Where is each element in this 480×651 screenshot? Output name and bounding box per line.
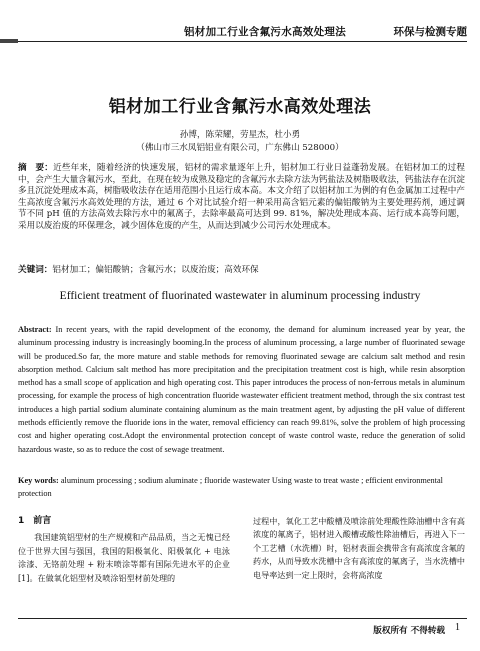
abstract-en-text: In recent years, with the rapid development of the economy, the demand for aluminum increased year by year, the aluminum processing industry is increasingly booming.In the process of aluminum processing, a large number of fluorinated sewage will be produced.So far, the more mature and stable methods for removing fluorinated sewage are calcium salt method and resin absorption method. Calcium salt method has more precipitation and the precipitation treatment cost is high, while resin absorption method has a small scope of application and high operating cost. This paper introduces the process of non-ferrous metals in aluminum processing, for example the process of high concentration fluoride wastewater efficient treatment method, through the six contrast test introduces a high partial sodium aluminate containing aluminum as the main treatment agent, by adjusting the pH value of different methods efficiently remove the fluoride ions in the water, removal efficiency can reach 99.81%, solve the problem of high processing cost and higher operating cost.Adopt the environmental protection concept of waste control waste, reduce the generation of solid hazardous waste, so as to reduce the cost of sewage treatment. [18,325,466,454]
body-column-right [253,515,465,582]
paper-title-cn: 铝材加工行业含氟污水高效处理法 [108,97,372,117]
abstract-en [18,323,465,456]
keywords-en-label: Key words: [18,476,59,485]
body-paragraph: 过程中，氧化工艺中酸槽及喷涂前处理酸性除油槽中含有高浓度的氟离子，铝材进入酸槽或酸性除油槽后，再进入下一个工艺槽（水洗槽）时，铝材表面会携带含有高浓度含氟的药水，从而导致水洗槽中含有高浓度的氟离子，当水洗槽中电导率达到一定上限时，会将高浓度 [253,516,465,580]
running-title: 铝材加工行业含氟污水高效处理法 [184,26,346,38]
header-rule [18,41,467,42]
abstract-cn [18,163,465,233]
body-column-left [18,515,230,585]
abstract-cn-label: 摘 要： [18,163,54,173]
keywords-cn [18,263,465,275]
abstract-cn-text: 近些年来，随着经济的快速发展，铝材的需求量逐年上升，铝材加工行业日益蓬勃发展。在铝材加工的过程中，会产生大量含氟污水，至此，在现在较为成熟及稳定的含氟污水去除方法为钙盐法及树脂吸收法，钙盐法存在沉淀多且沉淀处理成本高，树脂吸收法存在适用范围小且运行成本高。本文介绍了以铝材加工为例的有色金属加工过程中产生高浓度含氟污水高效处理的方法，通过 6 个对比试验介绍一种采用高含铝元素的偏铝酸钠为主要处理药剂，通过调节不同 pH 值的方法高效去除污水中的氟离子，去除率最高可达到 99. 81%，解决处理成本高、运行成本高等问题，采用以废治废的环保理念，减少固体危废的产生，从而达到减少公司污水处理成本。 [18,163,465,231]
keywords-en [18,474,465,501]
page-number: 1 [455,622,460,633]
section-tag: 环保与检测专题 [393,26,467,38]
section-heading: 1 前言 [18,516,52,526]
keywords-en-text: aluminum processing ; sodium aluminate ; fluoride wastewater Using waste to treat waste ; efficient environmental protection [18,476,443,499]
abstract-en-label: Abstract: [18,325,52,334]
page-header [0,0,480,44]
footer-rule [18,618,467,619]
header-accent-bar [0,39,18,43]
keywords-cn-label: 关键词： [18,265,53,275]
author-list: 孙博，陈荣耀，劳星杰，杜小勇 [179,130,301,140]
affiliation: （佛山市三水凤铝铝业有限公司，广东佛山 528000） [136,143,344,153]
keywords-cn-text: 铝材加工；偏铝酸钠；含氟污水；以废治废；高效环保 [52,265,259,275]
paper-title-en: Efficient treatment of fluorinated wastewater in aluminum processing industry [59,290,421,302]
copyright-notice: 版权所有 不得转载 [373,626,445,636]
body-paragraph: 我国建筑铝型材的生产规模和产品品质，当之无愧已经位于世界大国与强国，我国的阳极氧化、阳极氧化 + 电泳涂漆、无铬前处理 + 粉末喷涂等都有国际先进水平的企业 [1]。在做氧化铝型材及喷涂铝型材前处理的 [18,532,230,583]
